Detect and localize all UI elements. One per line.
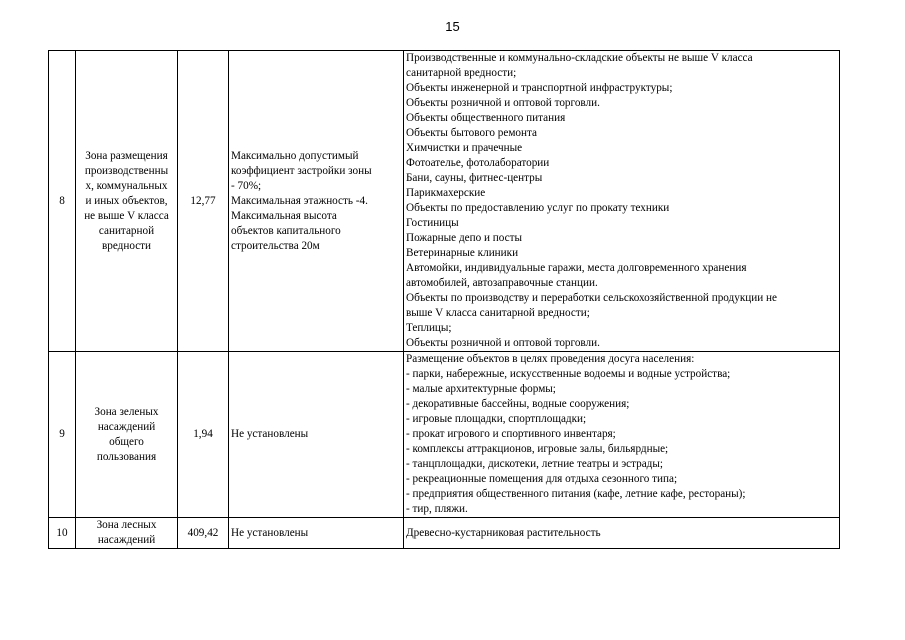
zone-parameters-cell	[229, 51, 404, 352]
zone-area: 12,77	[178, 51, 229, 352]
zone-name-line: вредности	[101, 239, 152, 252]
zone-parameters-cell	[229, 518, 404, 549]
permitted-use-line: Древесно-кустарниковая растительность	[406, 526, 601, 539]
zone-name-line: санитарной	[98, 224, 155, 237]
zone-name-line: не выше V класса	[84, 209, 169, 222]
zone-area: 1,94	[178, 352, 229, 518]
permitted-use-line: выше V класса санитарной вредности;	[406, 307, 590, 319]
zone-name-line: производственны	[84, 164, 169, 177]
zone-area: 409,42	[178, 518, 229, 549]
permitted-use-line: Объекты по предоставлению услуг по прокату техники	[406, 202, 670, 214]
table-row	[49, 51, 840, 352]
parameter-line: Не установлены	[231, 526, 309, 539]
zone-name-line: Зона зеленых	[94, 405, 159, 418]
permitted-use-line: Объекты бытового ремонта	[406, 127, 537, 139]
parameter-line: объектов капитального	[231, 224, 341, 237]
permitted-use-line: Объекты инженерной и транспортной инфраструктуры;	[406, 82, 673, 94]
zone-name-line: пользования	[96, 450, 157, 463]
zone-name-cell	[76, 51, 178, 352]
zone-name-line: общего	[109, 435, 144, 448]
zone-name-line: х, коммунальных	[85, 179, 168, 192]
permitted-use-line: Объекты розничной и оптовой торговли.	[406, 97, 600, 109]
zone-name-line: насаждений	[97, 420, 156, 433]
permitted-use-line: Объекты по производству и переработки сельскохозяйственной продукции не	[406, 292, 777, 304]
parameter-line: строительства 20м	[231, 239, 320, 252]
permitted-use-line: Пожарные депо и посты	[406, 232, 522, 244]
permitted-use-line: Бани, сауны, фитнес-центры	[406, 172, 543, 184]
permitted-use-line: - тир, пляжи.	[406, 503, 468, 515]
parameter-line: Максимально допустимый	[231, 149, 359, 162]
permitted-use-line: - рекреационные помещения для отдыха сезонного типа;	[406, 473, 678, 485]
permitted-use-line: - декоративные бассейны, водные сооружения;	[406, 398, 630, 410]
permitted-use-line: автомобилей, автозаправочные станции.	[406, 277, 598, 289]
zone-name-line: Зона размещения	[85, 149, 168, 162]
permitted-use-line: Размещение объектов в целях проведения досуга населения:	[406, 353, 695, 365]
zone-name-cell	[76, 518, 178, 549]
permitted-use-line: санитарной вредности;	[406, 67, 517, 79]
permitted-use-line: Теплицы;	[406, 322, 452, 334]
permitted-use-line: - прокат игрового и спортивного инвентаря;	[406, 428, 616, 440]
page-number: 15	[445, 19, 460, 34]
permitted-uses-cell	[404, 518, 840, 549]
permitted-use-line: - комплексы аттракционов, игровые залы, бильярдные;	[406, 443, 669, 455]
permitted-use-line: Фотоателье, фотолаборатории	[406, 157, 550, 169]
permitted-use-line: Производственные и коммунально-складские объекты не выше V класса	[406, 52, 753, 64]
parameter-line: Максимальная высота	[231, 209, 337, 222]
permitted-use-line: Гостиницы	[406, 217, 459, 229]
permitted-uses-cell	[404, 352, 840, 518]
parameter-line: Максимальная этажность -4.	[231, 194, 368, 207]
permitted-use-line: - парки, набережные, искусственные водоемы и водные устройства;	[406, 368, 731, 380]
permitted-use-line: Объекты общественного питания	[406, 112, 566, 124]
table-row	[49, 518, 840, 549]
zones-table	[48, 50, 840, 549]
zone-parameters-cell	[229, 352, 404, 518]
permitted-use-line: - танцплощадки, дискотеки, летние театры и эстрады;	[406, 458, 663, 470]
zone-name-cell	[76, 352, 178, 518]
zone-name-line: Зона лесных	[96, 519, 157, 531]
table-row	[49, 352, 840, 518]
permitted-use-line: Ветеринарные клиники	[406, 247, 519, 259]
row-number: 8	[49, 51, 76, 352]
parameter-line: Не установлены	[231, 428, 309, 440]
parameter-line: - 70%;	[231, 179, 262, 192]
row-number: 10	[49, 518, 76, 549]
zone-name-line: насаждений	[97, 534, 156, 546]
permitted-use-line: - малые архитектурные формы;	[406, 383, 556, 395]
permitted-use-line: Объекты розничной и оптовой торговли.	[406, 337, 600, 349]
permitted-uses-cell	[404, 51, 840, 352]
permitted-use-line: Парикмахерские	[406, 187, 486, 199]
permitted-use-line: Химчистки и прачечные	[406, 142, 523, 154]
permitted-use-line: Автомойки, индивидуальные гаражи, места долговременного хранения	[406, 262, 747, 274]
permitted-use-line: - игровые площадки, спортплощадки;	[406, 413, 587, 425]
zone-name-line: и иных объектов,	[85, 194, 168, 207]
parameter-line: коэффициент застройки зоны	[231, 164, 372, 177]
permitted-use-line: - предприятия общественного питания (кафе, летние кафе, рестораны);	[406, 488, 746, 500]
row-number: 9	[49, 352, 76, 518]
